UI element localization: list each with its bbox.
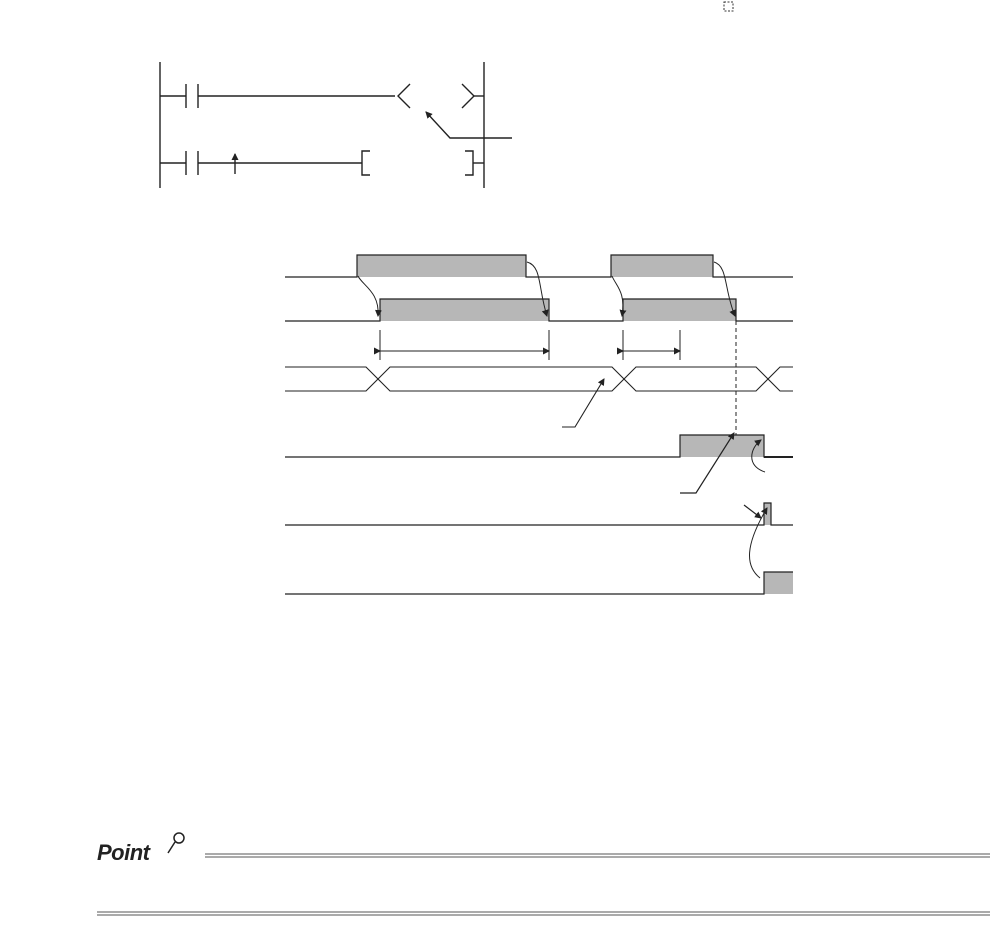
signal-pulse: [623, 299, 736, 321]
signal-pulse: [380, 299, 549, 321]
signal-pulse: [764, 503, 771, 525]
signal-row-2: [285, 299, 793, 321]
bus-callout-leader: [562, 379, 604, 427]
signal-pulse: [611, 255, 713, 277]
point-label: Point: [97, 840, 150, 865]
row-5-callout-leader: [744, 505, 761, 518]
timing-chart: [285, 255, 793, 594]
reference-marker-icon: [724, 2, 733, 11]
signal-row-1: [285, 255, 793, 277]
signal-row-5: [285, 503, 793, 525]
duration-dimensions: [380, 330, 680, 360]
instruction-bracket-right: [465, 151, 473, 175]
ladder-diagram: [160, 62, 512, 188]
instruction-bracket-left: [362, 151, 370, 175]
signal-pulse: [680, 435, 764, 457]
callout-leader: [426, 112, 512, 138]
point-box: [97, 833, 990, 915]
signal-row-4: [285, 433, 793, 493]
signal-row-6: [285, 572, 793, 594]
signal-pulse: [357, 255, 526, 277]
coil-rung-1-right: [462, 84, 474, 108]
signal-pulse: [764, 572, 793, 594]
data-bus-row: [285, 367, 793, 427]
coil-rung-1-left: [398, 84, 410, 108]
magnifier-icon: [168, 833, 184, 853]
